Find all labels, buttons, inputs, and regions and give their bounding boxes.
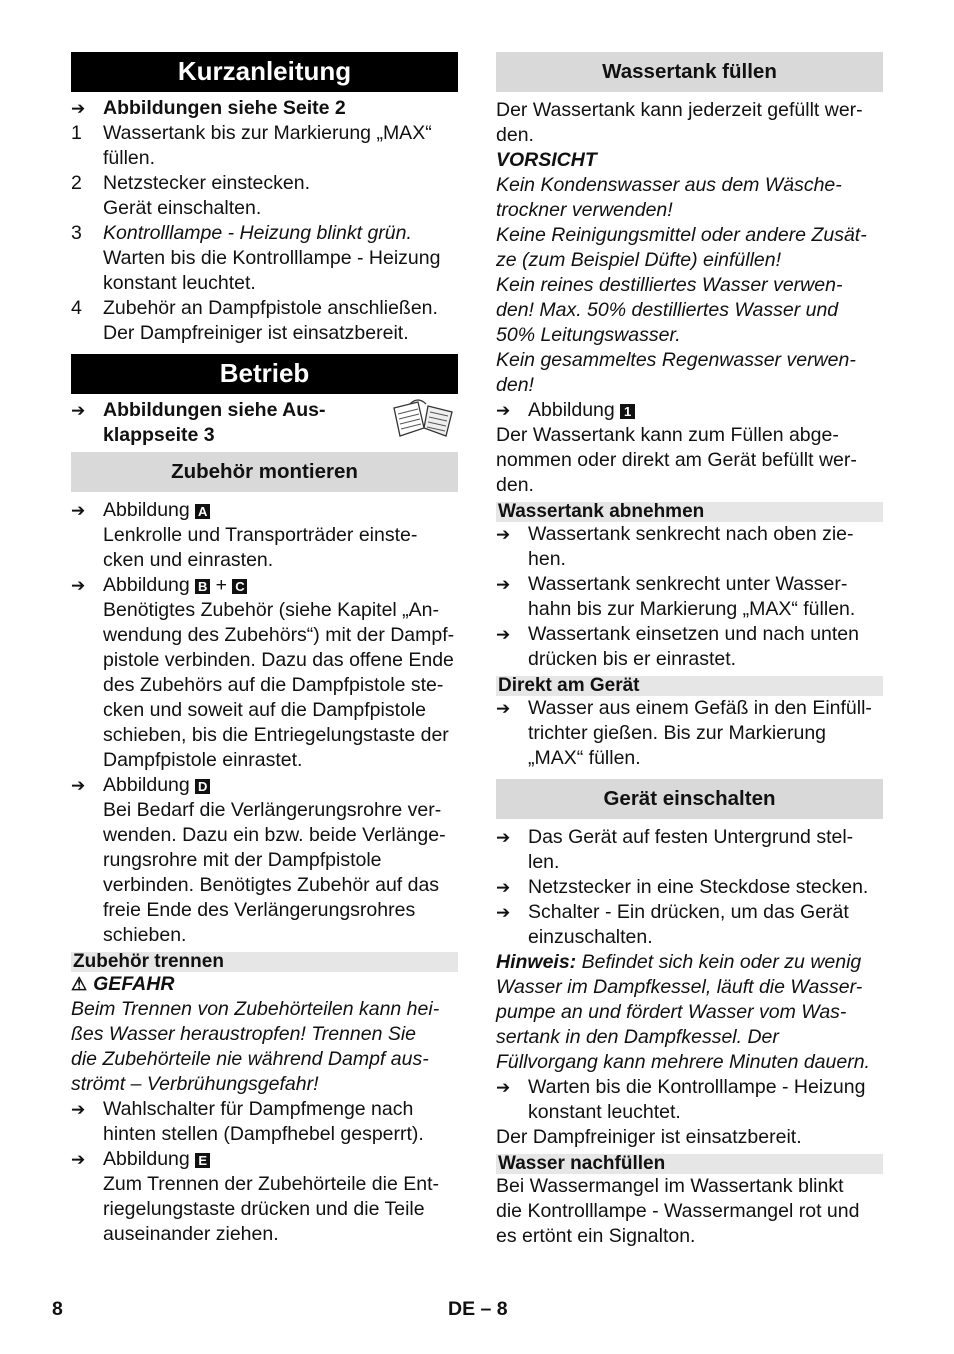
arrow-icon: ➔ bbox=[71, 576, 86, 595]
subsection-title-direkt-am-geraet: Direkt am Gerät bbox=[496, 676, 883, 696]
arrow-icon: ➔ bbox=[496, 1078, 511, 1097]
subsection-title-zubehoer-trennen: Zubehör trennen bbox=[71, 952, 458, 972]
warning-icon: ⚠ bbox=[71, 974, 88, 994]
figure-d-item: ➔ Abbildung D Bei Bedarf die Verlängerungsrohre ver- wenden. Dazu ein bzw. beide Verlänge- rungsrohre mit der Dampfpistole verbinden. Benötigtes Zubehör auf das freie Ende des Verlängerungsrohres schieben. bbox=[71, 774, 446, 946]
arrow-icon: ➔ bbox=[71, 401, 86, 420]
list-item: ➔ Wassertank senkrecht unter Wasser- hahn bis zur Markierung „MAX“ füllen. bbox=[496, 573, 856, 620]
list-item: ➔ Schalter - Ein drücken, um das Gerät einzuschalten. bbox=[496, 901, 849, 948]
list-item: ➔ Wassertank senkrecht nach oben zie- hen. bbox=[496, 523, 854, 570]
list-item: ➔ Netzstecker in eine Steckdose stecken. bbox=[496, 876, 869, 898]
note: Hinweis: Befindet sich kein oder zu wenig bbox=[496, 951, 862, 973]
arrow-icon: ➔ bbox=[496, 401, 511, 420]
page-label: DE – 8 bbox=[448, 1298, 508, 1320]
arrow-icon: ➔ bbox=[496, 878, 511, 897]
list-item: ➔ Das Gerät auf festen Untergrund stel- len. bbox=[496, 826, 854, 873]
arrow-icon: ➔ bbox=[71, 1100, 86, 1119]
figure-label-box: B bbox=[195, 579, 210, 594]
section-title-zubehoer-montieren: Zubehör montieren bbox=[71, 452, 458, 492]
step-4: 4 Zubehör an Dampfpistole anschließen. Der Dampfreiniger ist einsatzbereit. bbox=[71, 297, 438, 344]
figure-e-item: ➔ Abbildung E Zum Trennen der Zubehörteile die Ent- riegelungstaste drücken und die Teile auseinander ziehen. bbox=[71, 1148, 440, 1245]
figure-reference: ➔ Abbildungen siehe Seite 2 bbox=[71, 97, 346, 119]
arrow-icon: ➔ bbox=[71, 1150, 86, 1169]
section-title-kurzanleitung: Kurzanleitung bbox=[71, 52, 458, 92]
subsection-title-wasser-nachfuellen: Wasser nachfüllen bbox=[496, 1154, 883, 1174]
figure-label-box: C bbox=[232, 579, 247, 594]
step-2: 2 Netzstecker einstecken. Gerät einschalten. bbox=[71, 172, 311, 219]
figure-bc-item: ➔ Abbildung B + C Benötigtes Zubehör (siehe Kapitel „An- wendung des Zubehörs“) mit der Dampf- pistole verbinden. Dazu das offene Ende des Zubehörs auf die Dampfpistole ste- cken und soweit auf die Dampfpistole schieben, bis die Entriegelungstaste der Dampfpistole einrastet. bbox=[71, 574, 455, 771]
arrow-icon: ➔ bbox=[71, 501, 86, 520]
figure-reference-betrieb: ➔ Abbildungen siehe Aus- klappseite 3 bbox=[71, 398, 458, 448]
figure-label-box: A bbox=[195, 504, 210, 519]
list-item: ➔ Warten bis die Kontrolllampe - Heizung konstant leuchtet. bbox=[496, 1076, 866, 1123]
right-column: Wassertank füllen Der Wassertank kann jederzeit gefüllt wer- den. VORSICHT Kein Kondenswasser aus dem Wäsche- trockner verwenden! Keine Reinigungsmittel oder andere Zusät- ze (zum Beispiel Düfte) einfüllen! Kein reines destilliertes Wasser verwen- den! Max. 50% destilliertes Wasser und 50% Leitungswasser. Kein gesammeltes Regenwasser verwen- den! ➔ Abbildung 1 Der Wassertank kann zum Füllen abge- nommen oder direkt am Gerät befüllt wer- den. Wassertank abnehmen ➔ Wassertank senkrecht nach oben zie- hen. ➔ Wassertank senkrecht unter Wasser- hahn bis zur Markierung „MAX“ füllen. ➔ Wassertank einsetzen und nach unten drücken bis er einrastet. Direkt am Gerät ➔ Wasser aus einem Gefäß in den Einfüll- trichter gießen. Bis zur Markierung „MAX“ füllen. Gerät einschalten ➔ Das Gerät auf festen Untergrund stel- len. ➔ Netzstecker in eine Steckdose stecken. ➔ Schalter - Ein drücken, um das Gerät einzuschalten. Hinweis: Befindet sich kein oder zu wenig Wasser im Dampfkessel, läuft die Wasser- pumpe an und fördert Wasser vom Was- sertank in den Dampfkessel. Der Füllvorgang kann mehrere Minuten dauern. ➔ Warten bis die Kontrolllampe - Heizung konstant leuchtet. Der Dampfreiniger ist einsatzbereit. Wasser nachfüllen Bei Wassermangel im Wassertank blinkt die Kontrolllampe - Wassermangel rot und es ertönt ein Signalton. bbox=[496, 52, 883, 1249]
arrow-icon: ➔ bbox=[71, 99, 86, 118]
section-title-wassertank-fuellen: Wassertank füllen bbox=[496, 52, 883, 92]
arrow-icon: ➔ bbox=[496, 699, 511, 718]
arrow-icon: ➔ bbox=[496, 575, 511, 594]
caution-heading: VORSICHT bbox=[496, 149, 597, 171]
left-column: Kurzanleitung ➔ Abbildungen siehe Seite 2 1 Wassertank bis zur Markierung „MAX“ füllen. 2 Netzstecker einstecken. Gerät einschalten. 3 Kontrolllampe - Heizung blinkt grün. Warten bis die Kontrolllampe - Heizung konstant leuchtet. 4 Zubehör an Dampfpistole anschließen. Der Dampfreiniger ist einsatzbereit. Betrieb ➔ Abbildungen siehe Aus- klappseite 3 Zubehör montieren ➔ Abbildung A Lenkrolle und Transporträder einste- cken und einrasten. ➔ Abbildung B + C Benötigtes Zubehör (siehe Kapitel „An- wendung des Zubehörs“) mit der Dampf- pistole verbinden. Dazu das offene Ende des Zubehörs auf die Dampfpistole ste- cken und soweit auf die Dampfpistole schieben, bis die Entriegelungstaste der Dampfpistole einrastet. ➔ Abbildung D Bei Bedarf die Verlängerungsrohre ver- wenden. Dazu ein bzw. beide Verlänge- rungsrohre mit der Dampfpistole verbinden. Benötigtes Zubehör auf das freie Ende des Verlängerungsrohres schieben. Zubehör trennen ⚠ GEFAHR Beim Trennen von Zubehörteilen kann hei- ßes Wasser heraustropfen! Trennen Sie die Zubehörteile nie während Dampf aus- strömt – Verbrühungsgefahr! ➔ Wahlschalter für Dampfmenge nach hinten stellen (Dampfhebel gesperrt). ➔ Abbildung E Zum Trennen der Zubehörteile die Ent- riegelungstaste drücken und die Teile auseinander ziehen. bbox=[71, 52, 458, 1247]
arrow-icon: ➔ bbox=[496, 828, 511, 847]
arrow-icon: ➔ bbox=[496, 625, 511, 644]
subsection-title-wassertank-abnehmen: Wassertank abnehmen bbox=[496, 502, 883, 522]
section-title-betrieb: Betrieb bbox=[71, 354, 458, 394]
arrow-icon: ➔ bbox=[496, 525, 511, 544]
danger-heading: ⚠ GEFAHR bbox=[71, 973, 175, 995]
trennen-step: ➔ Wahlschalter für Dampfmenge nach hinten stellen (Dampfhebel gesperrt). bbox=[71, 1098, 424, 1145]
figure-label-box: D bbox=[195, 779, 210, 794]
arrow-icon: ➔ bbox=[71, 776, 86, 795]
arrow-icon: ➔ bbox=[496, 903, 511, 922]
list-item: ➔ Wassertank einsetzen und nach unten drücken bis er einrastet. bbox=[496, 623, 859, 670]
section-title-geraet-einschalten: Gerät einschalten bbox=[496, 779, 883, 819]
foldout-book-icon bbox=[388, 398, 458, 440]
list-item: ➔ Wasser aus einem Gefäß in den Einfüll- trichter gießen. Bis zur Markierung „MAX“ füllen. bbox=[496, 697, 872, 769]
figure-a-item: ➔ Abbildung A Lenkrolle und Transporträder einste- cken und einrasten. bbox=[71, 499, 418, 571]
page-number: 8 bbox=[52, 1298, 63, 1320]
figure-1-item: ➔ Abbildung 1 bbox=[496, 398, 883, 423]
step-1: 1 Wassertank bis zur Markierung „MAX“ füllen. bbox=[71, 122, 432, 169]
figure-label-box: E bbox=[195, 1153, 210, 1168]
step-3: 3 Kontrolllampe - Heizung blinkt grün. Warten bis die Kontrolllampe - Heizung konstant leuchtet. bbox=[71, 222, 441, 294]
figure-label-box: 1 bbox=[620, 404, 635, 419]
